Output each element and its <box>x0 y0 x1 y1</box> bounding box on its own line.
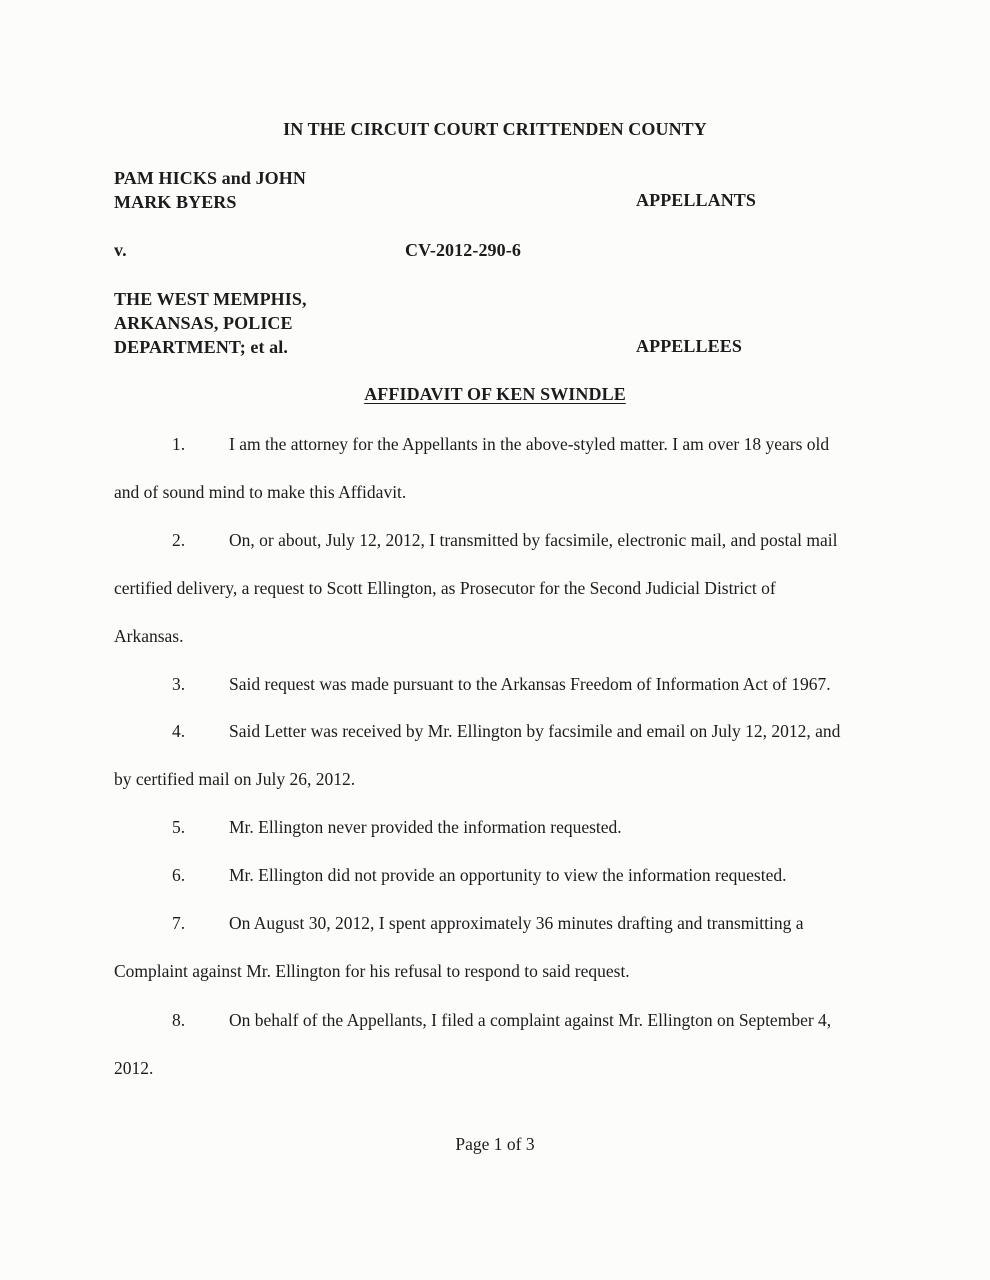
paragraph-first-line: On, or about, July 12, 2012, I transmitted by facsimile, electronic mail, and postal mail <box>229 530 838 550</box>
paragraph-first-line: I am the attorney for the Appellants in the above-styled matter. I am over 18 years old <box>229 434 830 454</box>
paragraph-number: 4. <box>172 721 186 741</box>
page-footer: Page 1 of 3 <box>455 1134 535 1154</box>
paragraph-continuation: Complaint against Mr. Ellington for his refusal to respond to said request. <box>114 961 630 981</box>
paragraph-first-line: On behalf of the Appellants, I filed a complaint against Mr. Ellington on September 4, <box>229 1010 832 1030</box>
appellees-line2: ARKANSAS, POLICE <box>114 313 293 333</box>
appellees-role: APPELLEES <box>636 336 742 356</box>
paragraph-number: 8. <box>172 1010 186 1030</box>
appellees-line3: DEPARTMENT; et al. <box>114 337 288 357</box>
paragraph-number: 3. <box>172 674 186 694</box>
paragraph-number: 2. <box>172 530 186 550</box>
appellees-line1: THE WEST MEMPHIS, <box>114 289 307 309</box>
paragraph-continuation: and of sound mind to make this Affidavit. <box>114 482 407 502</box>
court-title: IN THE CIRCUIT COURT CRITTENDEN COUNTY <box>283 119 707 139</box>
paragraph-number: 1. <box>172 434 186 454</box>
appellees-names <box>114 287 307 359</box>
paragraph-continuation: Arkansas. <box>114 626 184 646</box>
paragraph-number: 5. <box>172 817 186 837</box>
paragraph-first-line: Said request was made pursuant to the Arkansas Freedom of Information Act of 1967. <box>229 674 831 694</box>
appellants-role: APPELLANTS <box>636 190 757 210</box>
appellants-names-line2: MARK BYERS <box>114 192 237 212</box>
paragraph-continuation: certified delivery, a request to Scott Ellington, as Prosecutor for the Second Judicial District of <box>114 578 776 598</box>
versus: v. <box>114 240 127 260</box>
paragraph-number: 6. <box>172 865 186 885</box>
paragraph-continuation: 2012. <box>114 1058 154 1078</box>
appellants-names <box>114 166 306 214</box>
affidavit-title: AFFIDAVIT OF KEN SWINDLE <box>364 384 626 404</box>
paragraph-first-line: Said Letter was received by Mr. Ellington by facsimile and email on July 12, 2012, and <box>229 721 841 741</box>
paragraph-first-line: Mr. Ellington did not provide an opportunity to view the information requested. <box>229 865 787 885</box>
appellants-names-line1: PAM HICKS and JOHN <box>114 168 306 188</box>
paragraph-continuation: by certified mail on July 26, 2012. <box>114 769 356 789</box>
case-number: CV-2012-290-6 <box>405 240 521 260</box>
paragraph-first-line: On August 30, 2012, I spent approximately 36 minutes drafting and transmitting a <box>229 913 804 933</box>
paragraph-number: 7. <box>172 913 186 933</box>
paragraph-first-line: Mr. Ellington never provided the information requested. <box>229 817 622 837</box>
